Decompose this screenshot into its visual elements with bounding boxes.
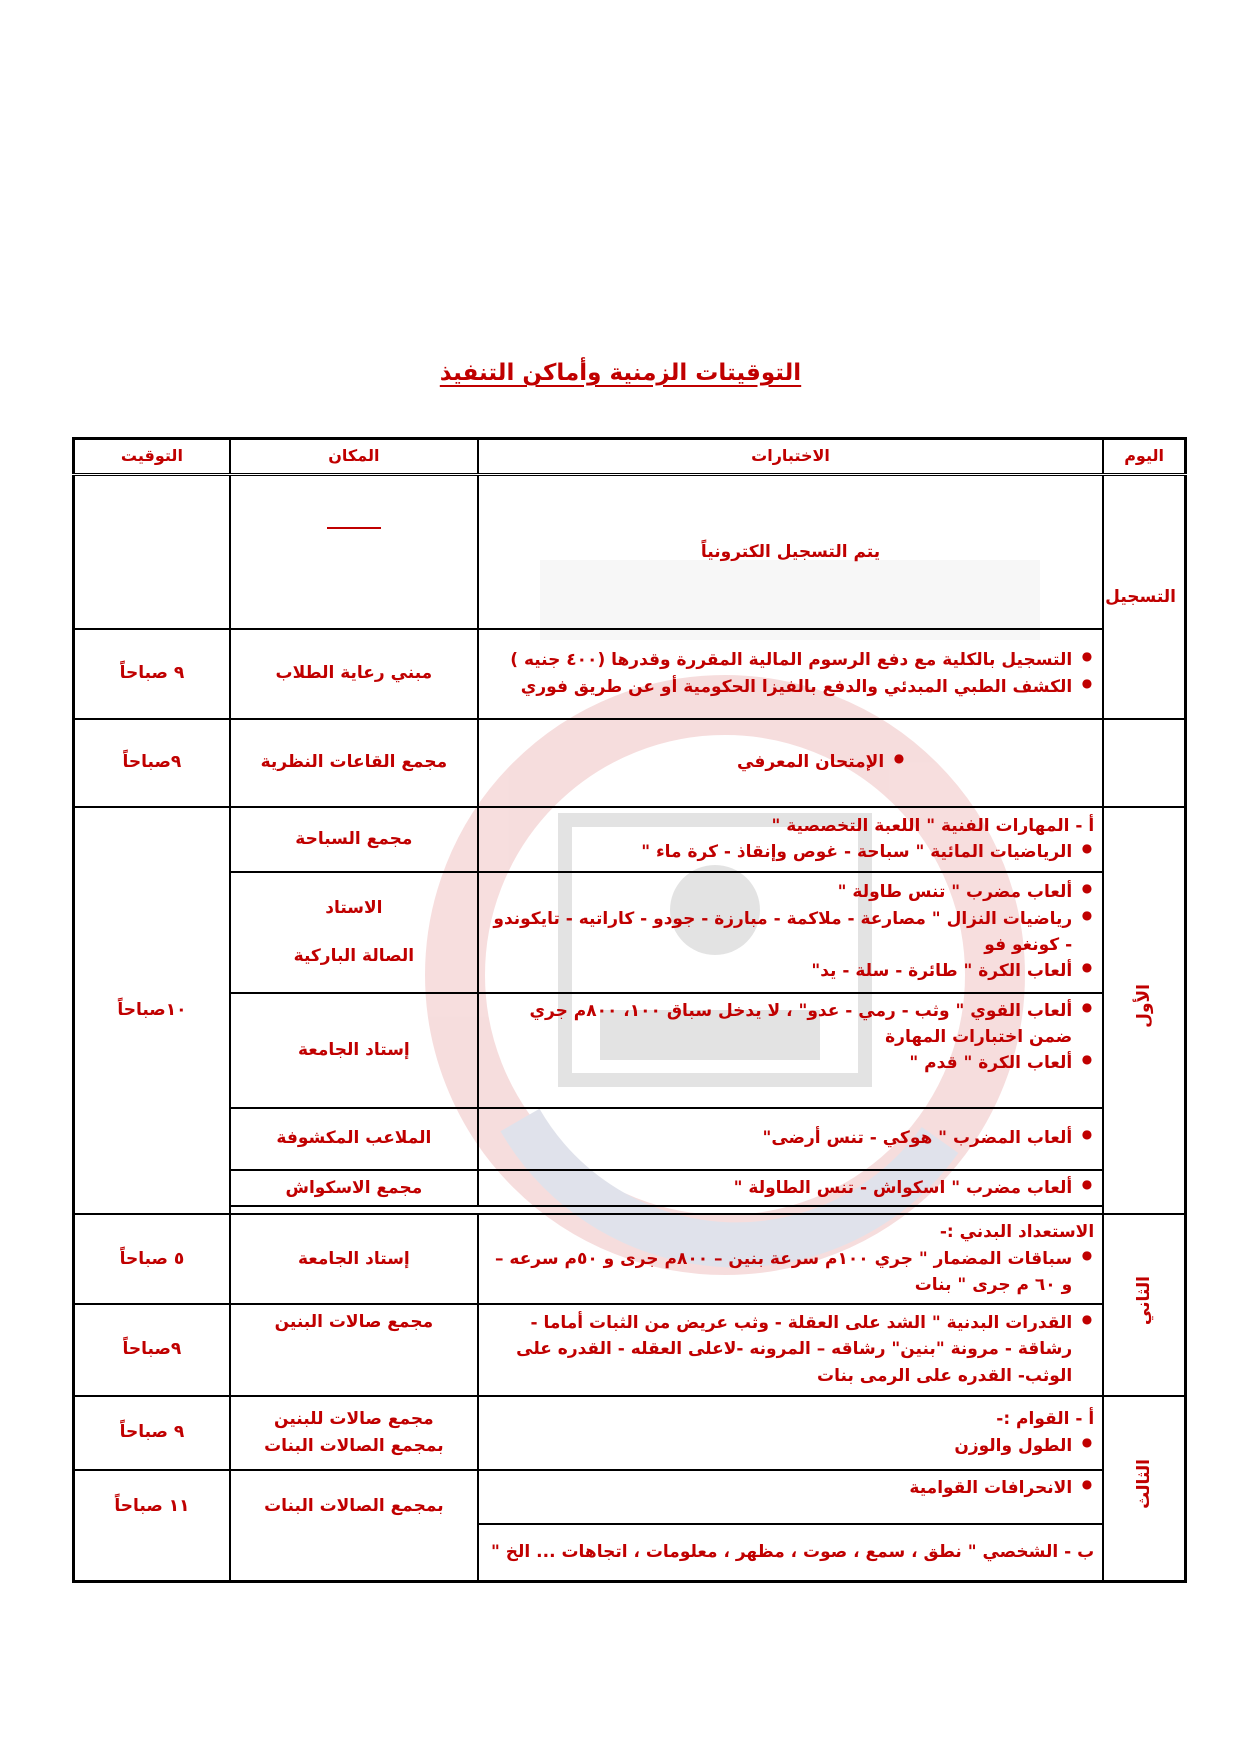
empty-cell	[1103, 719, 1185, 807]
day-first: الأول	[1133, 984, 1154, 1029]
track-tests	[478, 1214, 1103, 1303]
table-row	[74, 1170, 1186, 1206]
table-row	[74, 1470, 1186, 1524]
day-first-cell	[1103, 807, 1185, 1215]
cognitive-test	[478, 719, 1103, 807]
list-item: ● الكشف الطبي المبدئي والدفع بالفيزا الحكومية أو عن طريق فوري	[487, 674, 1072, 700]
day-second-cell	[1103, 1214, 1185, 1395]
height-places	[230, 1396, 478, 1470]
table-row	[74, 475, 1186, 629]
list-item: ● ألعاب مضرب " اسكواش - تنس الطاولة "	[487, 1175, 1072, 1201]
boys-halls-place: مجمع صالات للبنين	[274, 1409, 434, 1430]
list-item: ● ألعاب المضرب " هوكي - تنس أرضى"	[487, 1125, 1072, 1151]
posture-tests	[478, 1396, 1103, 1470]
height-time: ٩ صباحاً	[74, 1396, 230, 1470]
deviations-time: ١١ صباحاً	[74, 1470, 230, 1582]
cognitive-place: مجمع القاعات النظرية	[230, 719, 478, 807]
list-item: ● ألعاب مضرب " تنس طاولة "	[487, 879, 1072, 905]
stadium-place: الاستاد	[325, 897, 383, 918]
spacer-row	[74, 1206, 1186, 1215]
skills-header: أ - المهارات الفنية " اللعبة التخصصية "	[771, 815, 1095, 836]
list-item: ● ألعاب الكرة " قدم "	[487, 1050, 1072, 1076]
header-place: المكان	[230, 439, 478, 475]
table-row	[74, 1214, 1186, 1303]
list-item: ● ألعاب القوي " وثب - رمي - عدو" ، لا يدخل سباق ١٠٠، ٨٠٠م جري ضمن اختبارات المهارة	[487, 998, 1072, 1051]
registration-place: مبني رعاية الطلاب	[230, 629, 478, 719]
table-row	[74, 629, 1186, 719]
water-tests	[478, 807, 1103, 872]
table-row	[74, 1396, 1186, 1470]
online-registration-text: يتم التسجيل الكترونياً	[478, 475, 1103, 629]
list-item: ● ألعاب الكرة " طائرة - سلة - يد"	[487, 958, 1072, 984]
day1-time: ١٠صباحاً	[74, 807, 230, 1215]
physical-place: مجمع صالات البنين	[230, 1304, 478, 1396]
registration-time: ٩ صباحاً	[74, 629, 230, 719]
day-third-cell	[1103, 1396, 1185, 1582]
table-row	[74, 807, 1186, 872]
combat-places	[230, 872, 478, 993]
list-item: ● الإمتحان المعرفي	[487, 749, 884, 775]
athletics-place: إستاد الجامعة	[230, 993, 478, 1108]
list-item: ● الرياضيات المائية " سباحة - غوص وإنقاذ - كرة ماء "	[487, 839, 1072, 865]
page-title: التوقيتات الزمنية وأماكن التنفيذ	[439, 360, 802, 386]
header-tests: الاختبارات	[478, 439, 1103, 475]
day-second: الثاني	[1133, 1276, 1154, 1326]
list-item: ● سباقات المضمار " جري ١٠٠م سرعة بنين – ٨٠٠م جرى و ٥٠م سرعه – و ٦٠ م جرى " بنات	[487, 1246, 1072, 1299]
posture-header: أ - القوام :-	[996, 1409, 1095, 1430]
table-row	[74, 993, 1186, 1108]
personal-test: ب - الشخصي " نطق ، سمع ، صوت ، مظهر ، معلومات ، اتجاهات ... الخ "	[478, 1524, 1103, 1582]
table-header-row	[74, 439, 1186, 475]
physical-tests	[478, 1304, 1103, 1396]
empty-cell	[74, 475, 230, 629]
fitness-header: الاستعداد البدني :-	[939, 1222, 1095, 1243]
deviations-place: بمجمع الصالات البنات	[230, 1470, 478, 1582]
list-item: ● القدرات البدنية " الشد على العقلة - وثب عريض من الثبات أماما - رشاقة - مرونة "بنين" رشاقه – المرونه -لاعلى العقله - القدره على الوثب- القدره على الرمى بنات	[487, 1310, 1072, 1389]
table-row	[74, 872, 1186, 993]
header-time: التوقيت	[74, 439, 230, 475]
hockey-test	[478, 1108, 1103, 1170]
squash-place: مجمع الاسكواش	[230, 1170, 478, 1206]
track-time: ٥ صباحاً	[74, 1214, 230, 1303]
hockey-place: الملاعب المكشوفة	[230, 1108, 478, 1170]
water-place: مجمع السباحة	[230, 807, 478, 872]
registration-dash	[230, 475, 478, 629]
table-row	[74, 1304, 1186, 1396]
list-item: ● التسجيل بالكلية مع دفع الرسوم المالية المقررة وقدرها (٤٠٠ جنيه )	[487, 647, 1072, 673]
schedule-table	[72, 437, 1187, 1583]
day-third: الثالث	[1133, 1459, 1154, 1510]
combat-tests	[478, 872, 1103, 993]
deviations-test	[478, 1470, 1103, 1524]
cognitive-time: ٩صباحاً	[74, 719, 230, 807]
registration-items	[478, 629, 1103, 719]
list-item: ● الطول والوزن	[487, 1433, 1072, 1459]
athletics-tests	[478, 993, 1103, 1108]
physical-time: ٩صباحاً	[74, 1304, 230, 1396]
list-item: ● رياضيات النزال " مصارعة - ملاكمة - مبارزة - جودو - كاراتيه - تايكوندو - كونغو فو	[487, 906, 1072, 959]
track-place: إستاد الجامعة	[230, 1214, 478, 1303]
squash-test	[478, 1170, 1103, 1206]
table-row	[74, 1108, 1186, 1170]
table-row	[74, 719, 1186, 807]
girls-halls-place: بمجمع الصالات البنات	[264, 1435, 444, 1456]
list-item: ● الانحرافات القوامية	[487, 1475, 1072, 1501]
hall-place: الصالة الباركية	[293, 946, 415, 966]
day-registration: التسجيل	[1103, 475, 1185, 719]
header-day: اليوم	[1103, 439, 1185, 475]
